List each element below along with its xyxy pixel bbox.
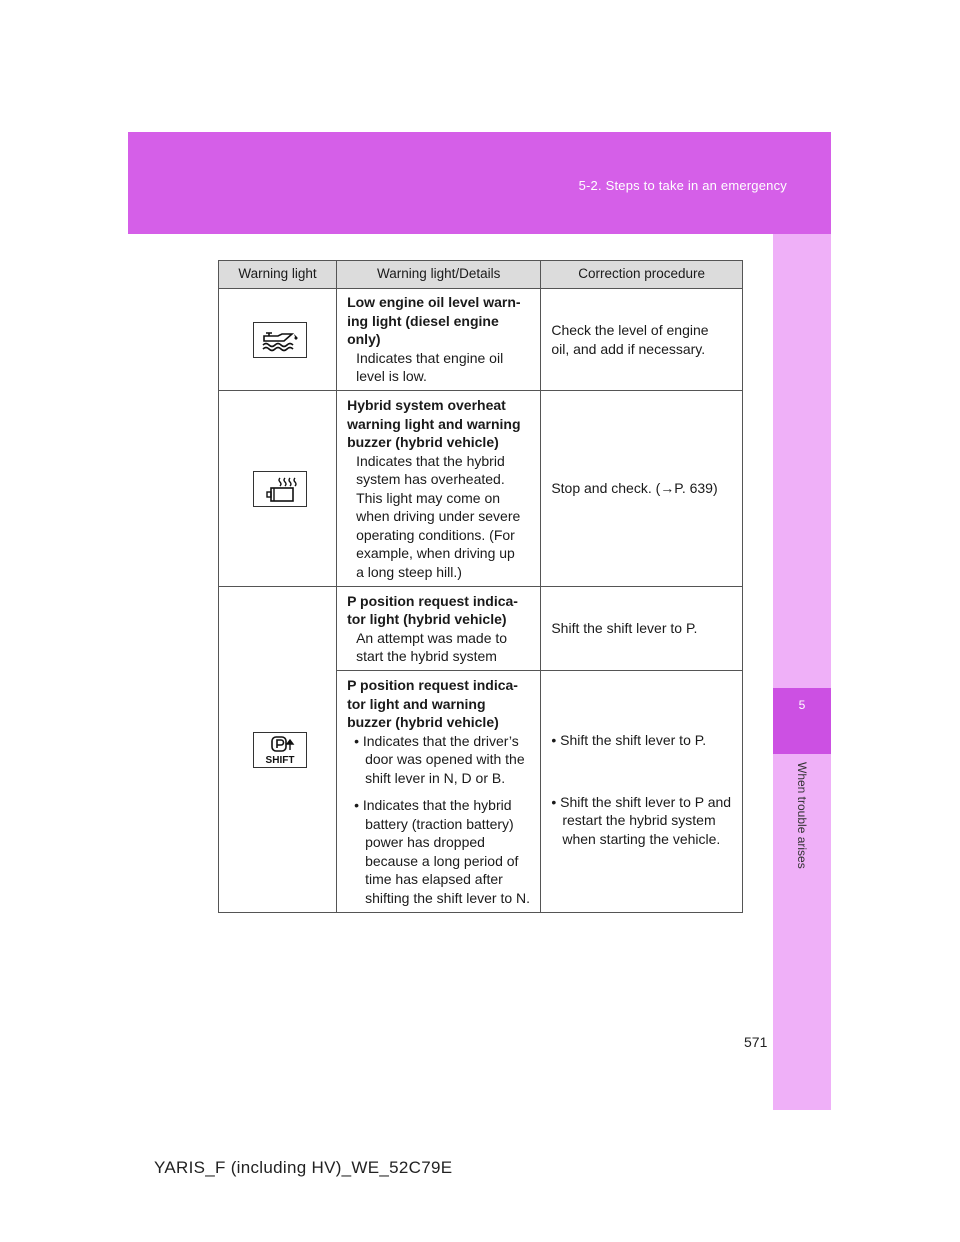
column-header-correction: Correction procedure [541, 261, 743, 289]
light-title: buzzer (hybrid vehicle) [347, 714, 499, 730]
light-title: only) [347, 331, 381, 348]
document-footer: YARIS_F (including HV)_WE_52C79E [154, 1158, 453, 1177]
light-title: Low engine oil level warn- [347, 294, 521, 311]
correction-cell [541, 671, 743, 913]
detail-line: • Indicates that the hybrid [354, 797, 512, 813]
correction-line: • Shift the shift lever to P and [551, 793, 732, 810]
icon-cell [219, 391, 337, 587]
icon-cell [219, 587, 337, 913]
table-row [219, 391, 743, 587]
section-title: 5-2. Steps to take in an emergency [578, 178, 787, 193]
light-title: tor light (hybrid vehicle) [347, 611, 507, 627]
detail-line: when driving under severe [356, 508, 521, 524]
light-title: tor light and warning [347, 695, 486, 712]
detail-line: Indicates that engine oil [356, 349, 504, 366]
table-row [219, 289, 743, 391]
p-shift-icon [253, 732, 307, 768]
page-number: 571 [744, 1034, 768, 1050]
hybrid-overheat-icon [253, 471, 307, 507]
detail-bullet [347, 732, 534, 788]
correction-bullet [551, 731, 736, 750]
correction-cell [541, 289, 743, 391]
detail-line: time has elapsed after [365, 871, 503, 887]
chapter-title [777, 762, 827, 902]
oil-can-level-icon [253, 322, 307, 358]
details-cell [337, 587, 541, 671]
detail-line: door was opened with the [365, 751, 525, 767]
table-row [219, 587, 743, 671]
chapter-number-box [773, 688, 831, 754]
detail-line: operating conditions. (For [356, 526, 515, 543]
detail-line: • Indicates that the driver’s [354, 732, 519, 749]
light-title: Hybrid system overheat [347, 397, 506, 413]
column-header-details: Warning light/Details [337, 261, 541, 289]
icon-cell [219, 289, 337, 391]
detail-line: a long steep hill.) [356, 563, 462, 580]
detail-line: because a long period of [365, 852, 519, 869]
light-title: warning light and warning [347, 415, 521, 432]
table-header-row [219, 261, 743, 289]
warning-light-table [218, 260, 743, 913]
detail-line: This light may come on [356, 489, 501, 506]
detail-line: power has dropped [365, 834, 485, 850]
detail-line: shifting the shift lever to N. [365, 889, 531, 906]
detail-line: An attempt was made to [356, 629, 508, 646]
light-title: ing light (diesel engine [347, 312, 499, 329]
column-header-warning-light: Warning light [219, 261, 337, 289]
svg-text:SHIFT: SHIFT [265, 754, 294, 766]
correction-line: Stop and check. (→P. 639) [551, 480, 718, 497]
header-band [128, 132, 831, 234]
correction-cell [541, 587, 743, 671]
light-title: P position request indica- [347, 592, 518, 609]
detail-line: shift lever in N, D or B. [365, 769, 506, 786]
correction-line: Shift the shift lever to P. [551, 620, 698, 637]
correction-cell [541, 391, 743, 587]
detail-line: system has overheated. [356, 471, 505, 487]
light-title: P position request indica- [347, 677, 518, 693]
detail-bullet [347, 796, 534, 907]
chapter-number: 5 [798, 698, 806, 712]
detail-line: level is low. [356, 368, 427, 385]
detail-line: start the hybrid system [356, 648, 497, 664]
correction-line: • Shift the shift lever to P. [551, 732, 707, 748]
detail-line: example, when driving up [356, 545, 515, 561]
light-title: buzzer (hybrid vehicle) [347, 434, 499, 450]
side-tab [773, 234, 831, 1110]
correction-line: when starting the vehicle. [562, 830, 721, 847]
correction-bullet [551, 793, 736, 849]
details-cell [337, 671, 541, 913]
correction-line: Check the level of engine [551, 322, 709, 338]
detail-line: battery (traction battery) [365, 815, 514, 832]
details-cell [337, 289, 541, 391]
chapter-title-text: When trouble arises [795, 762, 809, 869]
correction-line: oil, and add if necessary. [551, 340, 706, 357]
details-cell [337, 391, 541, 587]
detail-line: Indicates that the hybrid [356, 452, 505, 469]
correction-line: restart the hybrid system [562, 812, 716, 828]
